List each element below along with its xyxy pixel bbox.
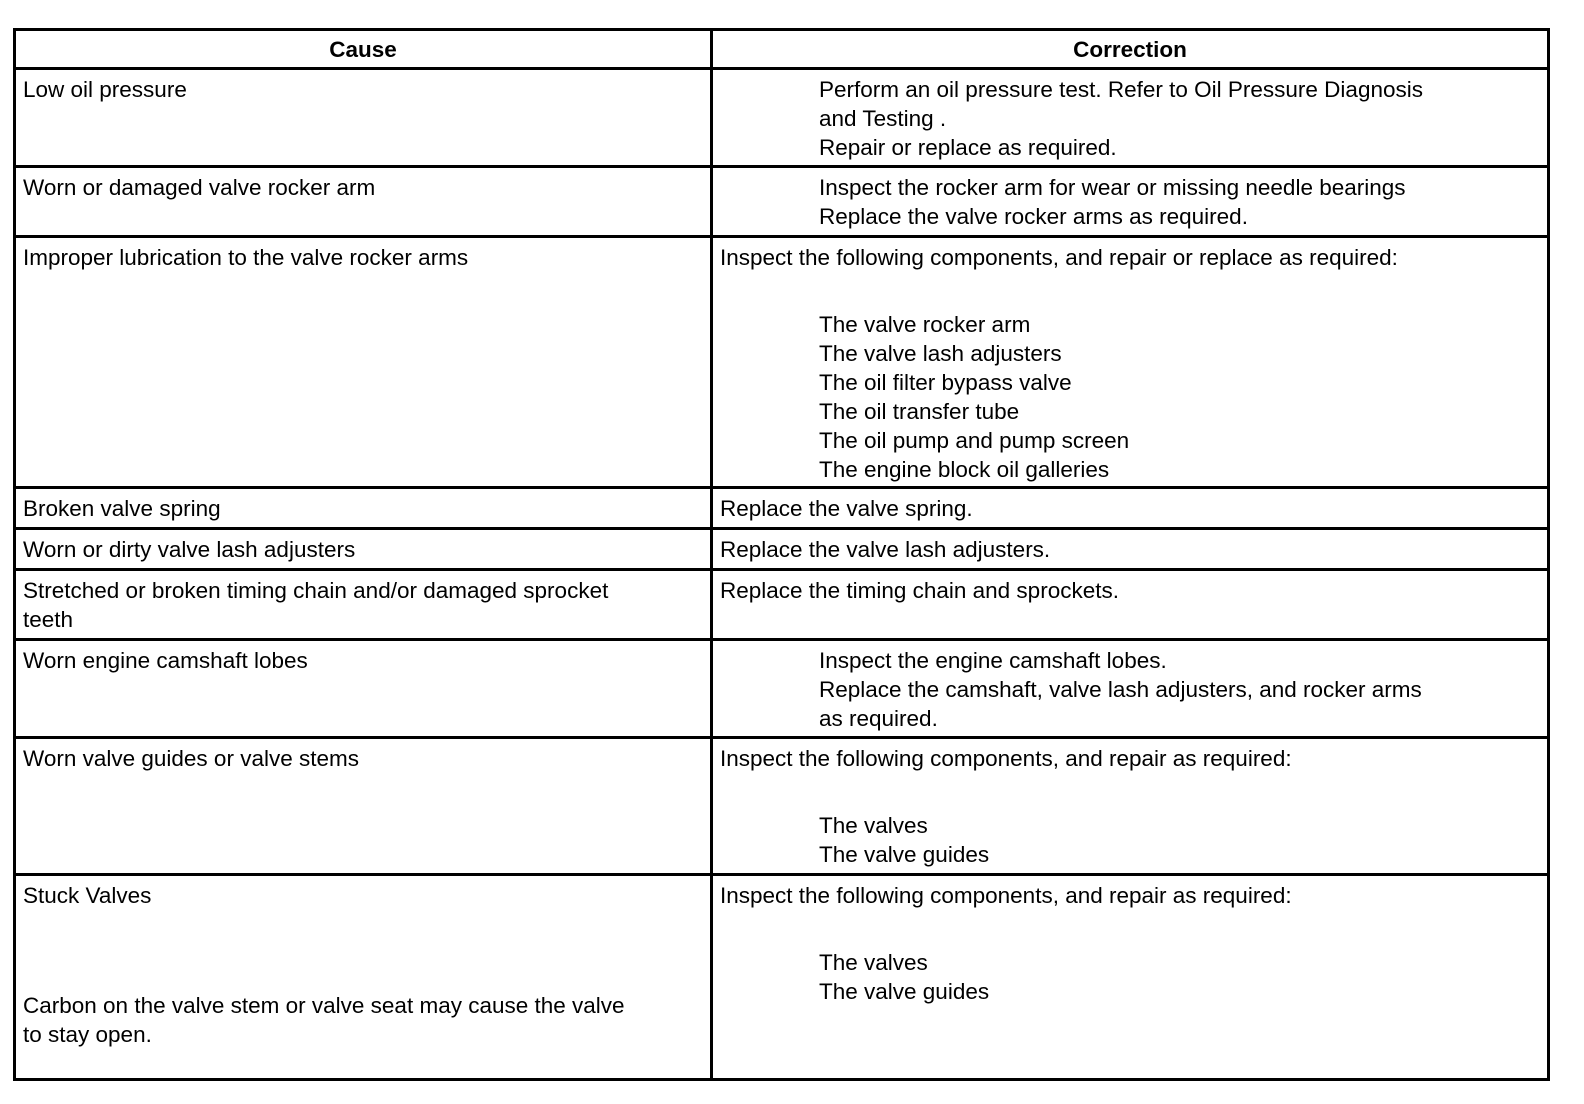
cause-cell [15,875,712,1080]
cause-cell [15,738,712,875]
correction-intro: Inspect the following components, and repair as required: [720,883,1292,908]
cause-cell [15,640,712,738]
correction-step: The valve rocker arm [819,312,1031,337]
correction-step: The valves [819,950,928,975]
cause-cell [15,570,712,640]
cause-cell [15,237,712,488]
table-row [15,875,1549,1080]
header-correction: Correction [712,30,1549,69]
correction-step: The oil filter bypass valve [819,370,1072,395]
correction-step: Inspect the rocker arm for wear or missing needle bearings [819,175,1406,200]
correction-step: The oil pump and pump screen [819,428,1130,453]
correction-cell [712,529,1549,570]
table-row [15,570,1549,640]
cause-text: Worn or damaged valve rocker arm [23,175,376,200]
correction-cell [712,640,1549,738]
header-cause: Cause [15,30,712,69]
cause-text: Low oil pressure [23,77,187,102]
cause-text: Worn valve guides or valve stems [23,746,359,771]
correction-cell [712,69,1549,167]
diagnosis-table [13,28,1550,1081]
table-row [15,69,1549,167]
table-row [15,640,1549,738]
cause-text: Stuck Valves [23,883,152,908]
correction-intro: Inspect the following components, and repair as required: [720,746,1292,771]
table-row [15,529,1549,570]
correction-step: Replace the camshaft, valve lash adjusters, and rocker arms [819,677,1422,702]
cause-cell [15,488,712,529]
correction-step: Repair or replace as required. [819,135,1117,160]
table-row [15,738,1549,875]
correction-cell [712,875,1549,1080]
cause-cell [15,529,712,570]
correction-step: and Testing . [819,106,947,131]
table-row [15,488,1549,529]
correction-step: Perform an oil pressure test. Refer to Oil Pressure Diagnosis [819,77,1423,102]
cause-note: to stay open. [23,1022,152,1047]
cause-text: teeth [23,607,74,632]
header-row [15,30,1549,69]
cause-text: Stretched or broken timing chain and/or damaged sprocket [23,578,609,603]
correction-step: The engine block oil galleries [819,457,1110,482]
table-body [15,69,1549,1080]
correction-cell [712,738,1549,875]
cause-cell [15,167,712,237]
correction-cell [712,237,1549,488]
correction-step: The valve guides [819,979,990,1004]
correction-intro: Inspect the following components, and repair or replace as required: [720,245,1398,270]
correction-cell [712,167,1549,237]
cause-text: Improper lubrication to the valve rocker arms [23,245,469,270]
correction-step: The oil transfer tube [819,399,1020,424]
cause-cell [15,69,712,167]
correction-step: The valve guides [819,842,990,867]
table-row [15,237,1549,488]
correction-cell [712,488,1549,529]
cause-text: Worn engine camshaft lobes [23,648,308,673]
correction-cell [712,570,1549,640]
correction-step: The valve lash adjusters [819,341,1062,366]
correction-step: Replace the valve rocker arms as required. [819,204,1248,229]
table-row [15,167,1549,237]
correction-step: The valves [819,813,928,838]
cause-text: Worn or dirty valve lash adjusters [23,537,356,562]
cause-note: Carbon on the valve stem or valve seat may cause the valve [23,993,625,1018]
correction-step: Inspect the engine camshaft lobes. [819,648,1167,673]
correction-intro: Replace the valve lash adjusters. [720,537,1051,562]
correction-intro: Replace the valve spring. [720,496,973,521]
correction-step: as required. [819,706,938,731]
correction-intro: Replace the timing chain and sprockets. [720,578,1119,603]
cause-text: Broken valve spring [23,496,221,521]
